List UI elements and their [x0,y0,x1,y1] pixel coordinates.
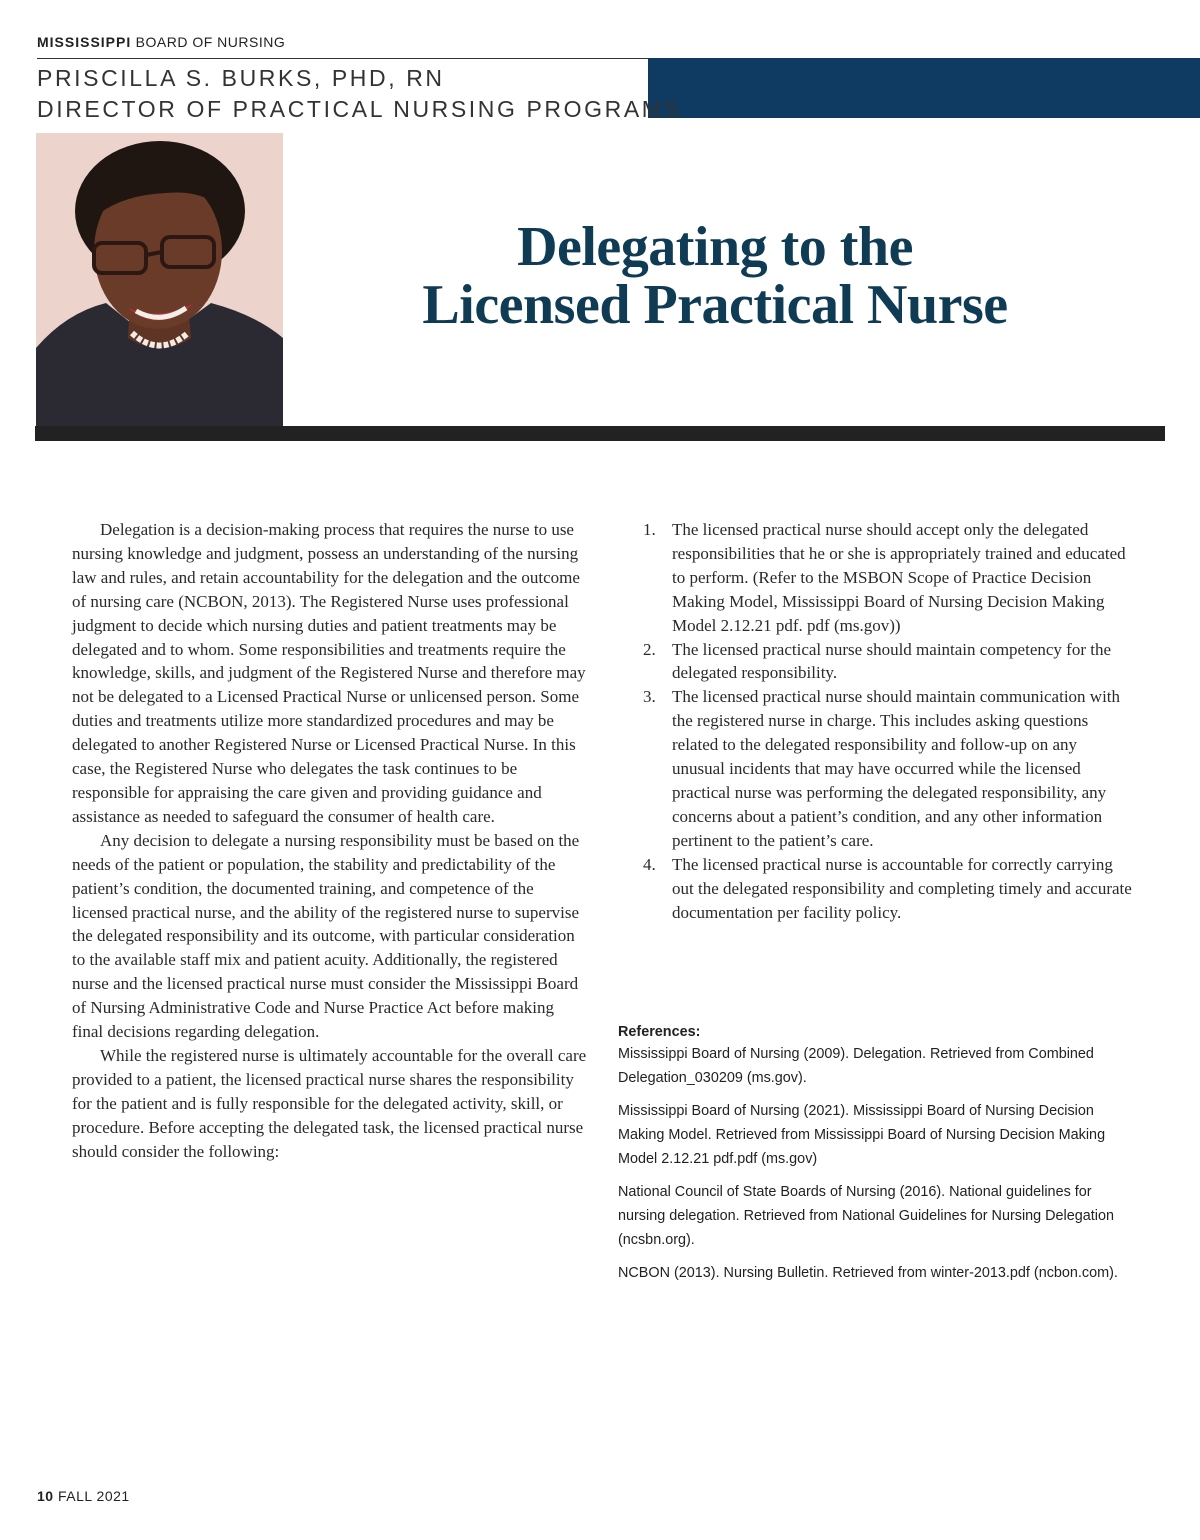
list-item-text: The licensed practical nurse should maintain competency for the delegated responsibility. [672,639,1112,683]
author-portrait-icon [36,133,283,426]
list-item-text: The licensed practical nurse is accountable for correctly carrying out the delegated responsibility and completing timely and accurate documentation per facility policy. [672,854,1132,922]
header-rule [37,58,649,59]
page-number: 10 [37,1488,54,1504]
body-paragraph-1: Delegation is a decision-making process that requires the nurse to use nursing knowledge and judgment, possess an understanding of the nursing law and rules, and retain accountability for the delegation and the outcome of nursing care (NCBON, 2013). The Registered Nurse uses professional judgment to decide which nursing duties and patient treatments may be delegated and to whom. Some responsibilities and treatments require the knowledge, skills, and judgment of the Registered Nurse and therefore may not be delegated to a Licensed Practical Nurse or unlicensed person. Some duties and treatments utilize more standardized procedures and may be delegated to another Registered Nurse or Licensed Practical Nurse. In this case, the Registered Nurse who delegates the task continues to be responsible for appraising the care given and providing guidance and assistance as needed to safeguard the consumer of health care. [72,520,586,826]
references-section [618,1022,1138,1294]
reference-item: Mississippi Board of Nursing (2021). Mississippi Board of Nursing Decision Making Model. Retrieved from Mississippi Board of Nursing Decision Making Model 2.12.21 pdf.pdf (ms.gov) [618,1103,1106,1167]
reference-item: National Council of State Boards of Nursing (2016). National guidelines for nursing delegation. Retrieved from National Guidelines for Nursing Delegation (ncsbn.org). [618,1184,1114,1248]
list-item-number: 1. [643,520,656,539]
title-divider-bar [35,426,1165,441]
reference-item: Mississippi Board of Nursing (2009). Delegation. Retrieved from Combined Delegation_030209 (ms.gov). [618,1046,1094,1086]
list-item [618,685,1133,852]
list-item-text: The licensed practical nurse should accept only the delegated responsibilities that he or she is appropriately trained and educated to perform. (Refer to the MSBON Scope of Practice Decision Making Model, Mississippi Board of Nursing Decision Making Model 2.12.21 pdf. pdf (ms.gov)) [672,520,1126,635]
list-item-number: 3. [643,687,656,707]
list-item [618,638,1133,686]
body-paragraph-2: Any decision to delegate a nursing responsibility must be based on the needs of the patient or population, the stability and predictability of the patient’s condition, the documented training, and competence of the licensed practical nurse, and the ability of the registered nurse to supervise the delegated responsibility and its outcome, with particular consideration to the available staff mix and patient acuity. Additionally, the registered nurse and the licensed practical nurse must consider the Mississippi Board of Nursing Administrative Code and Nurse Practice Act before making final decisions regarding delegation. [72,830,580,1042]
considerations-list [618,518,1133,924]
list-item [618,518,1133,638]
issue-label: FALL 2021 [57,1488,130,1504]
references-heading: References: [618,1024,701,1040]
reference-item: NCBON (2013). Nursing Bulletin. Retrieved from winter-2013.pdf (ncbon.com). [618,1265,1118,1281]
masthead-org-rest: BOARD OF NURSING [135,34,286,50]
masthead [37,34,285,50]
author-block [37,63,681,125]
list-item [618,853,1133,925]
title-line-1: Delegating to the [517,216,913,278]
body-column-left [72,518,587,1163]
page-footer [37,1488,130,1504]
title-line-2: Licensed Practical Nurse [422,274,1008,336]
list-item-text: The licensed practical nurse should maintain communication with the registered nurse in charge. This includes asking questions related to the delegated responsibility and follow-up on any unusual incidents that may have occurred while the licensed practical nurse was performing the delegated responsibility, any concerns about a patient’s condition, and any other information pertinent to the patient’s care. [672,687,1121,850]
author-title: DIRECTOR OF PRACTICAL NURSING PROGRAMS [37,96,682,122]
article-title [330,218,1100,334]
header-navy-bar [648,58,1200,118]
author-name: PRISCILLA S. BURKS, PHD, RN [37,65,445,91]
list-item-number: 4. [643,854,656,874]
body-column-right [618,518,1133,924]
list-item-number: 2. [643,639,656,659]
masthead-org-bold: MISSISSIPPI [37,34,132,50]
body-paragraph-3: While the registered nurse is ultimately accountable for the overall care provided to a patient, the licensed practical nurse shares the responsibility for the patient and is fully responsible for the delegated activity, skill, or procedure. Before accepting the delegated task, the licensed practical nurse should consider the following: [72,1045,587,1161]
